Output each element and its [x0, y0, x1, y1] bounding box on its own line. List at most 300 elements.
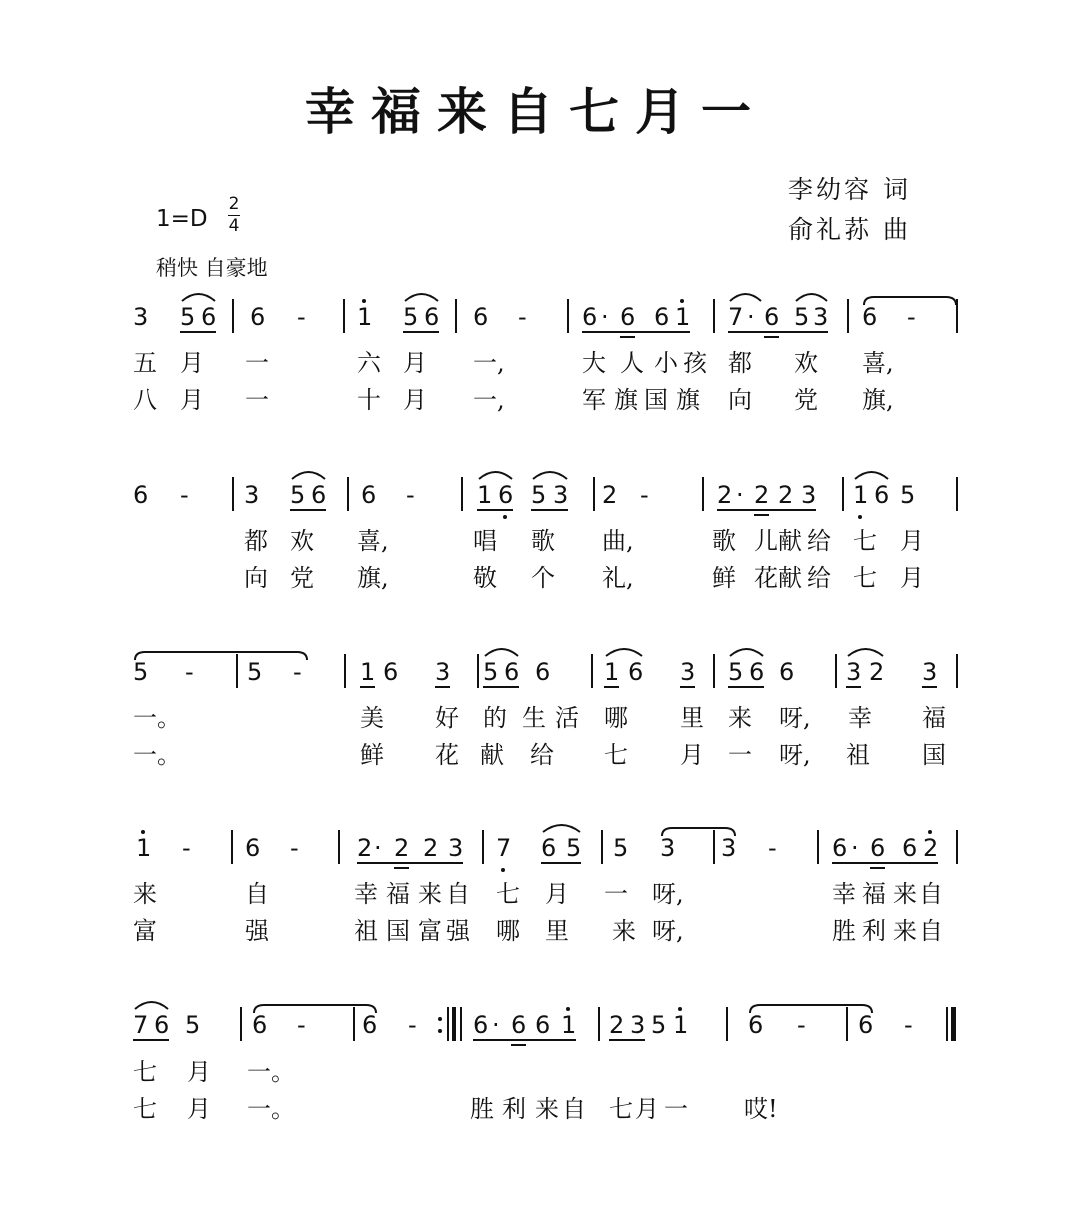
- barline: [956, 830, 958, 864]
- note: 5: [133, 658, 149, 686]
- barline: [455, 299, 457, 333]
- note: -: [293, 658, 302, 686]
- note: 6: [201, 303, 217, 331]
- note: 1: [675, 303, 691, 331]
- barline: [598, 1007, 600, 1041]
- lyric-verse-1: 喜,: [357, 527, 389, 555]
- note: 6: [628, 658, 644, 686]
- barline: [835, 654, 837, 688]
- note: ·: [492, 1011, 500, 1039]
- note: 1: [477, 481, 493, 509]
- lyric-verse-2: 哎!: [744, 1095, 778, 1123]
- note: -: [904, 1011, 913, 1039]
- note: 3: [801, 481, 817, 509]
- lyric-verse-2: 哪: [496, 917, 520, 945]
- note: 6: [870, 834, 886, 862]
- barline: [842, 477, 844, 511]
- lyric-verse-2: 七: [133, 1095, 157, 1123]
- lyric-verse-2: 利: [862, 917, 886, 945]
- note: 6: [541, 834, 557, 862]
- lyric-verse-2: 旗,: [862, 386, 894, 414]
- repeat-barline-thick: [452, 1007, 456, 1041]
- lyric-verse-2: 向: [728, 386, 752, 414]
- lyric-verse-1: 六: [357, 349, 381, 377]
- lyric-verse-1: 月: [545, 880, 569, 908]
- barline: [846, 1007, 848, 1041]
- lyric-verse-1: 来: [418, 880, 442, 908]
- note: 6: [250, 303, 266, 331]
- lyric-verse-1: 大: [582, 349, 606, 377]
- duration-underline: [473, 1039, 576, 1041]
- lyric-verse-1: 里: [680, 704, 704, 732]
- slur: [479, 472, 512, 479]
- lyric-verse-2: 里: [545, 917, 569, 945]
- lyric-verse-1: 的: [483, 704, 507, 732]
- lyric-verse-2: 国: [386, 917, 410, 945]
- note: ·: [374, 834, 382, 862]
- duration-underline: [764, 336, 779, 338]
- note: -: [640, 481, 649, 509]
- note: 2: [602, 481, 618, 509]
- note: 2: [869, 658, 885, 686]
- slur: [606, 649, 642, 656]
- lyric-verse-1: 幸: [832, 880, 856, 908]
- lyric-verse-1: 一: [245, 349, 269, 377]
- lyric-verse-2: 旗: [614, 386, 638, 414]
- lyric-verse-1: 一,: [473, 349, 505, 377]
- note: -: [406, 481, 415, 509]
- lyric-verse-1: 歌: [531, 527, 555, 555]
- note: 7: [728, 303, 744, 331]
- lyric-verse-1: 月: [187, 1058, 211, 1086]
- note: 6: [582, 303, 598, 331]
- lyric-verse-1: 幸: [848, 704, 872, 732]
- note: 5: [566, 834, 582, 862]
- note: 6: [133, 481, 149, 509]
- note: -: [518, 303, 527, 331]
- barline: [353, 1007, 355, 1041]
- octave-dot-high: [680, 299, 684, 303]
- duration-underline: [357, 862, 463, 864]
- barline: [713, 654, 715, 688]
- octave-dot-high: [362, 299, 366, 303]
- slur: [533, 472, 567, 479]
- lyric-verse-2: 礼,: [602, 564, 634, 592]
- note: 5: [900, 481, 916, 509]
- note: 2: [423, 834, 439, 862]
- lyric-verse-1: 唱: [473, 527, 497, 555]
- octave-dot-high: [678, 1007, 682, 1011]
- note: 3: [435, 658, 451, 686]
- lyric-verse-1: 美: [360, 704, 384, 732]
- barline: [956, 654, 958, 688]
- note: 3: [922, 658, 938, 686]
- duration-underline: [754, 514, 769, 516]
- note: ·: [747, 303, 755, 331]
- note: -: [180, 481, 189, 509]
- note: 2: [717, 481, 733, 509]
- barline: [344, 654, 346, 688]
- lyric-verse-2: 来: [535, 1095, 559, 1123]
- lyric-verse-2: 鲜: [712, 564, 736, 592]
- barline: [847, 299, 849, 333]
- lyric-verse-1: 一: [604, 880, 628, 908]
- note: 1: [561, 1011, 577, 1039]
- lyric-verse-1: 孩: [683, 349, 707, 377]
- octave-dot-high: [928, 830, 932, 834]
- lyric-verse-2: 七: [604, 741, 628, 769]
- note: 6: [511, 1011, 527, 1039]
- lyric-verse-2: 七: [853, 564, 877, 592]
- note: 6: [764, 303, 780, 331]
- note: 5: [531, 481, 547, 509]
- lyric-verse-1: 来: [728, 704, 752, 732]
- lyric-verse-2: 国: [644, 386, 668, 414]
- note: 6: [535, 658, 551, 686]
- note: 3: [133, 303, 149, 331]
- lyric-verse-2: 旗: [676, 386, 700, 414]
- repeat-dot: [438, 1029, 442, 1033]
- note: 6: [620, 303, 636, 331]
- lyric-verse-2: 祖: [846, 741, 870, 769]
- slur: [292, 472, 325, 479]
- lyricist-credit: 李幼容 词: [788, 175, 911, 204]
- note: 6: [383, 658, 399, 686]
- note: 5: [651, 1011, 667, 1039]
- lyric-verse-2: 胜: [832, 917, 856, 945]
- lyric-verse-1: 都: [244, 527, 268, 555]
- note: -: [297, 1011, 306, 1039]
- octave-dot-high: [566, 1007, 570, 1011]
- duration-underline: [870, 867, 885, 869]
- slur: [730, 294, 761, 301]
- octave-dot-low: [501, 868, 505, 872]
- duration-underline: [717, 509, 816, 511]
- note: -: [290, 834, 299, 862]
- duration-underline: [582, 331, 690, 333]
- lyric-verse-2: 花: [435, 741, 459, 769]
- barline: [817, 830, 819, 864]
- octave-dot-low: [858, 515, 862, 519]
- lyric-verse-2: 一。: [247, 1095, 295, 1123]
- note: 2: [394, 834, 410, 862]
- lyric-verse-2: 一: [728, 741, 752, 769]
- lyric-verse-2: 来: [893, 917, 917, 945]
- note: 5: [403, 303, 419, 331]
- note: 5: [290, 481, 306, 509]
- lyric-verse-2: 月: [680, 741, 704, 769]
- lyric-verse-1: 儿: [754, 527, 778, 555]
- note: ·: [601, 303, 609, 331]
- note: 3: [660, 834, 676, 862]
- duration-underline: [180, 331, 216, 333]
- barline: [477, 654, 479, 688]
- lyric-verse-2: 来: [612, 917, 636, 945]
- lyric-verse-1: 歌: [712, 527, 736, 555]
- lyric-verse-1: 欢: [290, 527, 314, 555]
- barline: [567, 299, 569, 333]
- barline: [338, 830, 340, 864]
- lyric-verse-2: 向: [244, 564, 268, 592]
- note: 6: [862, 303, 878, 331]
- note: -: [182, 834, 191, 862]
- lyric-verse-1: 小: [654, 349, 678, 377]
- note: 1: [604, 658, 620, 686]
- lyric-verse-2: 祖: [354, 917, 378, 945]
- lyric-verse-2: 花: [754, 564, 778, 592]
- note: 3: [630, 1011, 646, 1039]
- lyric-verse-2: 一,: [473, 386, 505, 414]
- lyric-verse-2: 利: [502, 1095, 526, 1123]
- barline: [726, 1007, 728, 1041]
- lyric-verse-2: 月: [187, 1095, 211, 1123]
- slur: [543, 825, 580, 832]
- lyric-verse-2: 一: [664, 1095, 688, 1123]
- lyric-verse-1: 都: [728, 349, 752, 377]
- duration-underline: [832, 862, 938, 864]
- note: 7: [133, 1011, 149, 1039]
- note: 5: [794, 303, 810, 331]
- note: 6: [858, 1011, 874, 1039]
- lyric-verse-1: 一。: [133, 704, 181, 732]
- time-signature-top: 2: [228, 194, 240, 214]
- note: 6: [535, 1011, 551, 1039]
- note: 2: [923, 834, 939, 862]
- note: -: [907, 303, 916, 331]
- lyric-verse-2: 月: [403, 386, 427, 414]
- note: 1: [673, 1011, 689, 1039]
- duration-underline: [728, 331, 828, 333]
- duration-underline: [604, 686, 619, 688]
- note: 6: [749, 658, 765, 686]
- lyric-verse-1: 自: [919, 880, 943, 908]
- lyric-verse-2: 献: [480, 741, 504, 769]
- barline: [956, 477, 958, 511]
- lyric-verse-1: 欢: [794, 349, 818, 377]
- lyric-verse-1: 月: [403, 349, 427, 377]
- note: 6: [654, 303, 670, 331]
- note: 5: [180, 303, 196, 331]
- note: 6: [245, 834, 261, 862]
- repeat-barline: [447, 1007, 449, 1041]
- lyric-verse-1: 好: [435, 704, 459, 732]
- lyric-verse-2: 胜: [470, 1095, 494, 1123]
- note: 6: [748, 1011, 764, 1039]
- lyric-verse-2: 七: [609, 1095, 633, 1123]
- lyric-verse-2: 一。: [133, 741, 181, 769]
- note: 2: [754, 481, 770, 509]
- note: 5: [613, 834, 629, 862]
- note: 6: [832, 834, 848, 862]
- lyric-verse-1: 福: [862, 880, 886, 908]
- note: 3: [448, 834, 464, 862]
- note: -: [297, 303, 306, 331]
- lyric-verse-1: 来: [133, 880, 157, 908]
- lyric-verse-2: 一: [245, 386, 269, 414]
- barline: [593, 477, 595, 511]
- lyric-verse-1: 哪: [604, 704, 628, 732]
- barline: [240, 1007, 242, 1041]
- slur: [182, 294, 215, 301]
- note: 6: [252, 1011, 268, 1039]
- lyric-verse-2: 个: [531, 564, 555, 592]
- lyric-verse-1: 五: [133, 349, 157, 377]
- note: -: [768, 834, 777, 862]
- lyric-verse-2: 党: [794, 386, 818, 414]
- slur: [848, 649, 883, 656]
- note: 1: [360, 658, 376, 686]
- lyric-verse-1: 七: [133, 1058, 157, 1086]
- note: 3: [553, 481, 569, 509]
- barline: [461, 477, 463, 511]
- duration-underline: [511, 1044, 526, 1046]
- lyric-verse-2: 军: [582, 386, 606, 414]
- lyric-verse-2: 自: [562, 1095, 586, 1123]
- lyric-verse-1: 幸: [354, 880, 378, 908]
- note: ·: [736, 481, 744, 509]
- song-title: 幸福来自七月一: [305, 82, 767, 141]
- repeat-dot: [438, 1017, 442, 1021]
- note: 1: [136, 834, 152, 862]
- note: 6: [424, 303, 440, 331]
- note: 6: [154, 1011, 170, 1039]
- barline: [713, 830, 715, 864]
- lyric-verse-1: 七: [853, 527, 877, 555]
- lyric-verse-2: 强: [245, 917, 269, 945]
- note: 6: [902, 834, 918, 862]
- barline: [460, 1007, 462, 1041]
- duration-underline: [846, 686, 861, 688]
- lyric-verse-1: 人: [620, 349, 644, 377]
- note: 6: [504, 658, 520, 686]
- lyric-verse-2: 献: [778, 564, 802, 592]
- duration-underline: [403, 331, 439, 333]
- slur: [135, 1002, 168, 1009]
- octave-dot-low: [503, 515, 507, 519]
- barline: [591, 654, 593, 688]
- lyric-verse-2: 国: [922, 741, 946, 769]
- final-barline: [946, 1007, 948, 1041]
- note: 3: [680, 658, 696, 686]
- note: 6: [473, 303, 489, 331]
- lyric-verse-1: 活: [555, 704, 579, 732]
- note: -: [185, 658, 194, 686]
- note: 3: [846, 658, 862, 686]
- lyric-verse-1: 福: [386, 880, 410, 908]
- lyric-verse-2: 强: [446, 917, 470, 945]
- lyric-verse-2: 八: [133, 386, 157, 414]
- lyric-verse-2: 党: [290, 564, 314, 592]
- barline: [231, 830, 233, 864]
- lyric-verse-2: 月: [180, 386, 204, 414]
- slur: [135, 652, 307, 660]
- note: 6: [362, 1011, 378, 1039]
- duration-underline: [435, 686, 450, 688]
- barline: [347, 477, 349, 511]
- lyric-verse-1: 七: [496, 880, 520, 908]
- octave-dot-high: [141, 830, 145, 834]
- lyric-verse-1: 自: [446, 880, 470, 908]
- lyric-verse-1: 喜,: [862, 349, 894, 377]
- lyric-verse-2: 给: [807, 564, 831, 592]
- lyric-verse-1: 月: [900, 527, 924, 555]
- note: 1: [853, 481, 869, 509]
- lyric-verse-2: 十: [357, 386, 381, 414]
- slur: [405, 294, 438, 301]
- lyric-verse-2: 鲜: [360, 741, 384, 769]
- lyric-verse-2: 月: [900, 564, 924, 592]
- lyric-verse-1: 呀,: [652, 880, 684, 908]
- duration-underline: [728, 686, 764, 688]
- note: 2: [778, 481, 794, 509]
- time-signature-bottom: 4: [228, 216, 240, 236]
- barline: [601, 830, 603, 864]
- lyric-verse-1: 福: [922, 704, 946, 732]
- note: 3: [813, 303, 829, 331]
- lyric-verse-1: 一。: [247, 1058, 295, 1086]
- tempo-marking: 稍快 自豪地: [156, 256, 268, 280]
- lyric-verse-2: 呀,: [652, 917, 684, 945]
- final-barline-thick: [951, 1007, 956, 1041]
- slur: [254, 1005, 376, 1013]
- slur: [855, 472, 888, 479]
- note: 2: [357, 834, 373, 862]
- duration-underline: [620, 336, 635, 338]
- duration-underline: [133, 1039, 169, 1041]
- lyric-verse-2: 旗,: [357, 564, 389, 592]
- note: 5: [185, 1011, 201, 1039]
- slur: [730, 649, 763, 656]
- lyric-verse-1: 来: [893, 880, 917, 908]
- lyric-verse-1: 月: [180, 349, 204, 377]
- time-signature: [228, 195, 240, 236]
- barline: [482, 830, 484, 864]
- duration-underline: [541, 862, 581, 864]
- lyric-verse-1: 生: [522, 704, 546, 732]
- note: 6: [874, 481, 890, 509]
- note: 6: [779, 658, 795, 686]
- duration-underline: [483, 686, 519, 688]
- duration-underline: [922, 686, 937, 688]
- lyric-verse-1: 给: [807, 527, 831, 555]
- lyric-verse-1: 呀,: [779, 704, 811, 732]
- barline: [236, 654, 238, 688]
- lyric-verse-2: 敬: [473, 564, 497, 592]
- key-signature: 1=D: [156, 206, 208, 232]
- barline: [956, 299, 958, 333]
- note: 2: [609, 1011, 625, 1039]
- note: ·: [851, 834, 859, 862]
- lyric-verse-2: 富: [133, 917, 157, 945]
- lyric-verse-2: 月: [635, 1095, 659, 1123]
- lyric-verse-1: 曲,: [602, 527, 634, 555]
- note: 3: [244, 481, 260, 509]
- duration-underline: [360, 686, 375, 688]
- duration-underline: [290, 509, 326, 511]
- lyric-verse-2: 自: [919, 917, 943, 945]
- barline: [232, 477, 234, 511]
- duration-underline: [680, 686, 695, 688]
- lyric-verse-2: 富: [418, 917, 442, 945]
- slur: [485, 649, 518, 656]
- barline: [232, 299, 234, 333]
- lyric-verse-2: 给: [530, 741, 554, 769]
- barline: [343, 299, 345, 333]
- note: 1: [357, 303, 373, 331]
- duration-underline: [609, 1039, 645, 1041]
- duration-underline: [531, 509, 568, 511]
- note: 6: [311, 481, 327, 509]
